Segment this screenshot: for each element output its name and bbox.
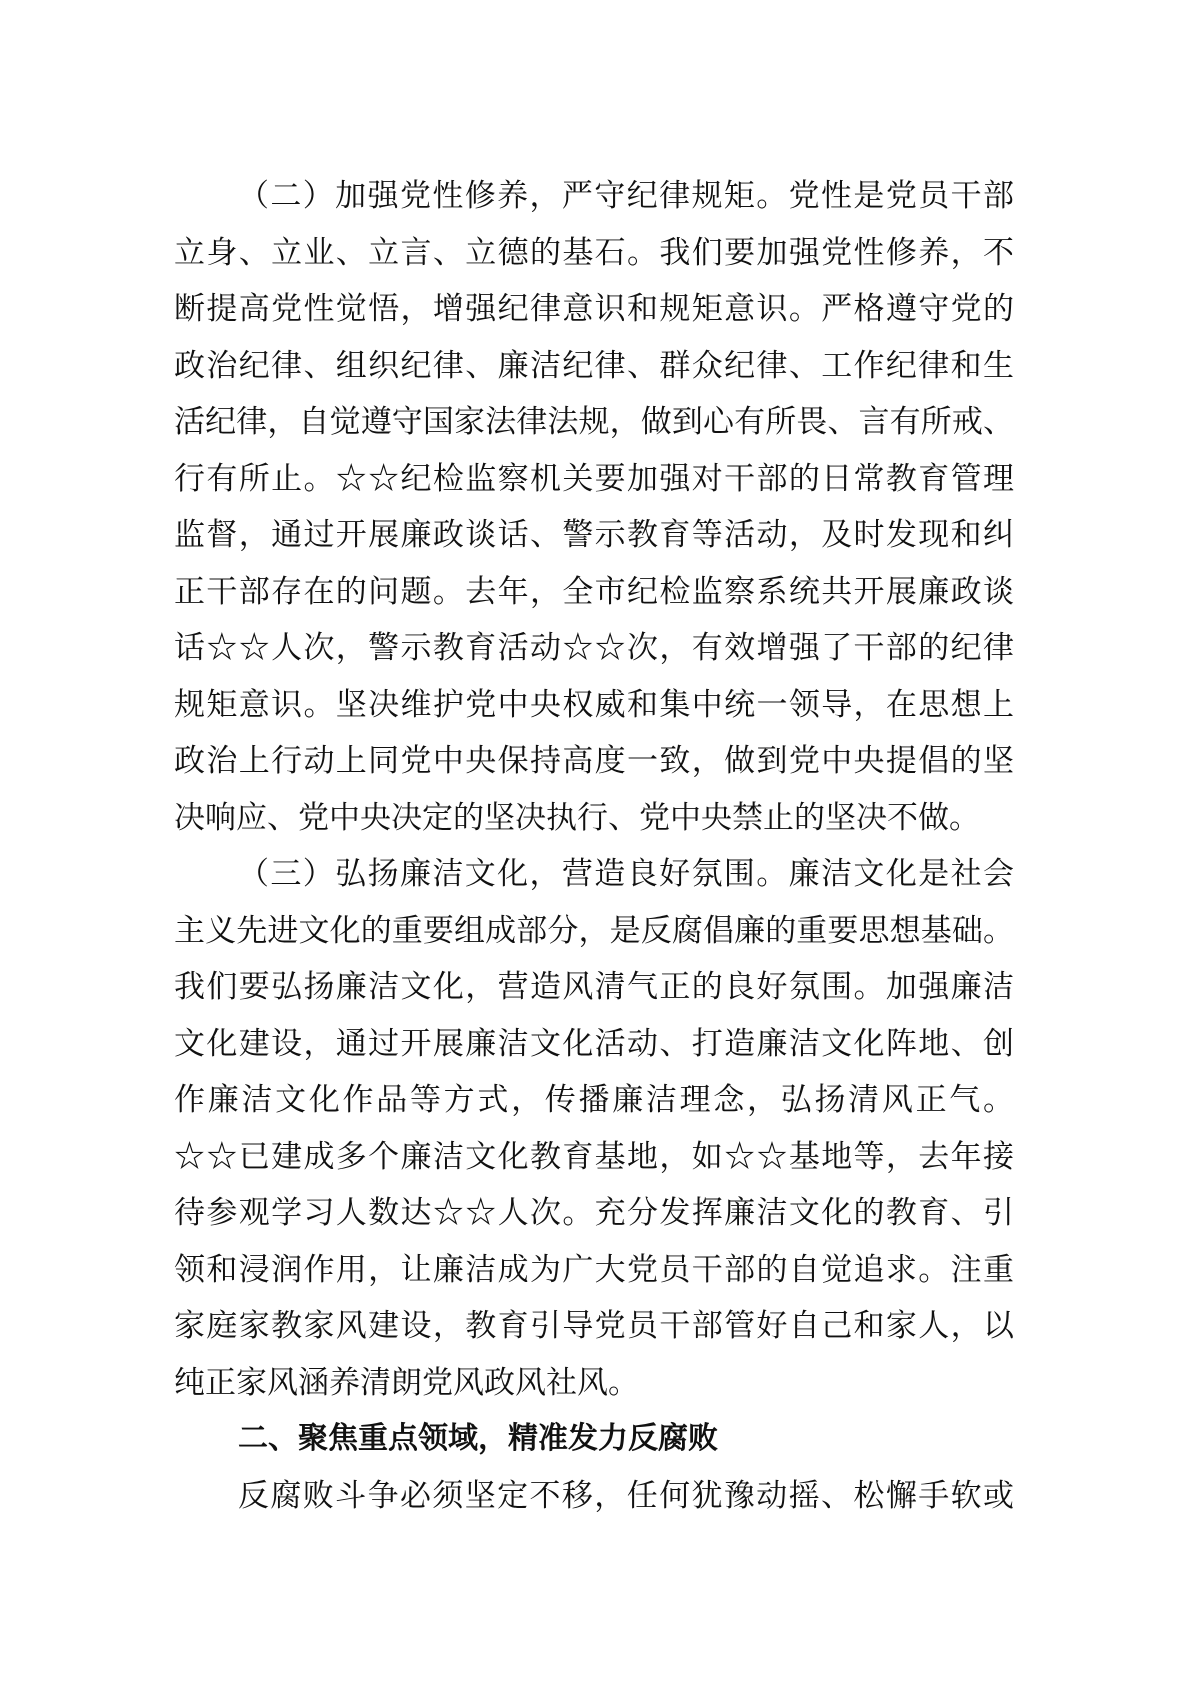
paragraph-anti-corruption [174,1468,1014,1525]
text-line: 政治上行动上同党中央保持高度一致，做到党中央提倡的坚 [174,743,1014,779]
text-line: 正干部存在的问题。去年，全市纪检监察系统共开展廉政谈 [174,573,1014,610]
text-line: 领和浸润作用，让廉洁成为广大党员干部的自觉追求。注重 [174,1251,1014,1288]
text-line: 决响应、党中央决定的坚决执行、党中央禁止的坚决不做。 [174,799,980,836]
text-line: 待参观学习人数达☆☆人次。充分发挥廉洁文化的教育、引 [174,1195,1014,1231]
text-line: （二）加强党性修养，严守纪律规矩。党性是党员干部 [238,178,1014,214]
text-line: 文化建设，通过开展廉洁文化活动、打造廉洁文化阵地、创 [174,1025,1014,1062]
text-line: 纯正家风涵养清朗党风政风社风。 [174,1364,639,1401]
text-line: ☆☆已建成多个廉洁文化教育基地，如☆☆基地等，去年接 [174,1138,1014,1175]
text-line: （三）弘扬廉洁文化，营造良好氛围。廉洁文化是社会 [238,856,1014,892]
text-line: 政治纪律、组织纪律、廉洁纪律、群众纪律、工作纪律和生 [174,347,1014,384]
paragraph-party-discipline [174,168,1014,846]
text-line: 作廉洁文化作品等方式，传播廉洁理念，弘扬清风正气。 [174,1082,1014,1118]
text-line: 行有所止。☆☆纪检监察机关要加强对干部的日常教育管理 [174,460,1014,497]
text-line: 我们要弘扬廉洁文化，营造风清气正的良好氛围。加强廉洁 [174,969,1014,1005]
text-line: 话☆☆人次，警示教育活动☆☆次，有效增强了干部的纪律 [174,630,1014,666]
text-line: 断提高党性觉悟，增强纪律意识和规矩意识。严格遵守党的 [174,291,1014,327]
text-line: 家庭家教家风建设，教育引导党员干部管好自己和家人，以 [174,1308,1014,1344]
paragraph-integrity-culture [174,846,1014,1411]
text-line: 反腐败斗争必须坚定不移，任何犹豫动摇、松懈手软或 [238,1477,1014,1514]
text-line: 立身、立业、立言、立德的基石。我们要加强党性修养，不 [174,234,1014,271]
text-line: 规矩意识。坚决维护党中央权威和集中统一领导，在思想上 [174,686,1014,723]
text-line: 监督，通过开展廉政谈话、警示教育等活动，及时发现和纠 [174,517,1014,553]
section-heading: 二、聚焦重点领域，精准发力反腐败 [238,1421,718,1456]
text-line: 活纪律，自觉遵守国家法律法规，做到心有所畏、言有所戒、 [174,404,1014,440]
document-body [174,168,1014,1524]
text-line: 主义先进文化的重要组成部分，是反腐倡廉的重要思想基础。 [174,912,1014,949]
